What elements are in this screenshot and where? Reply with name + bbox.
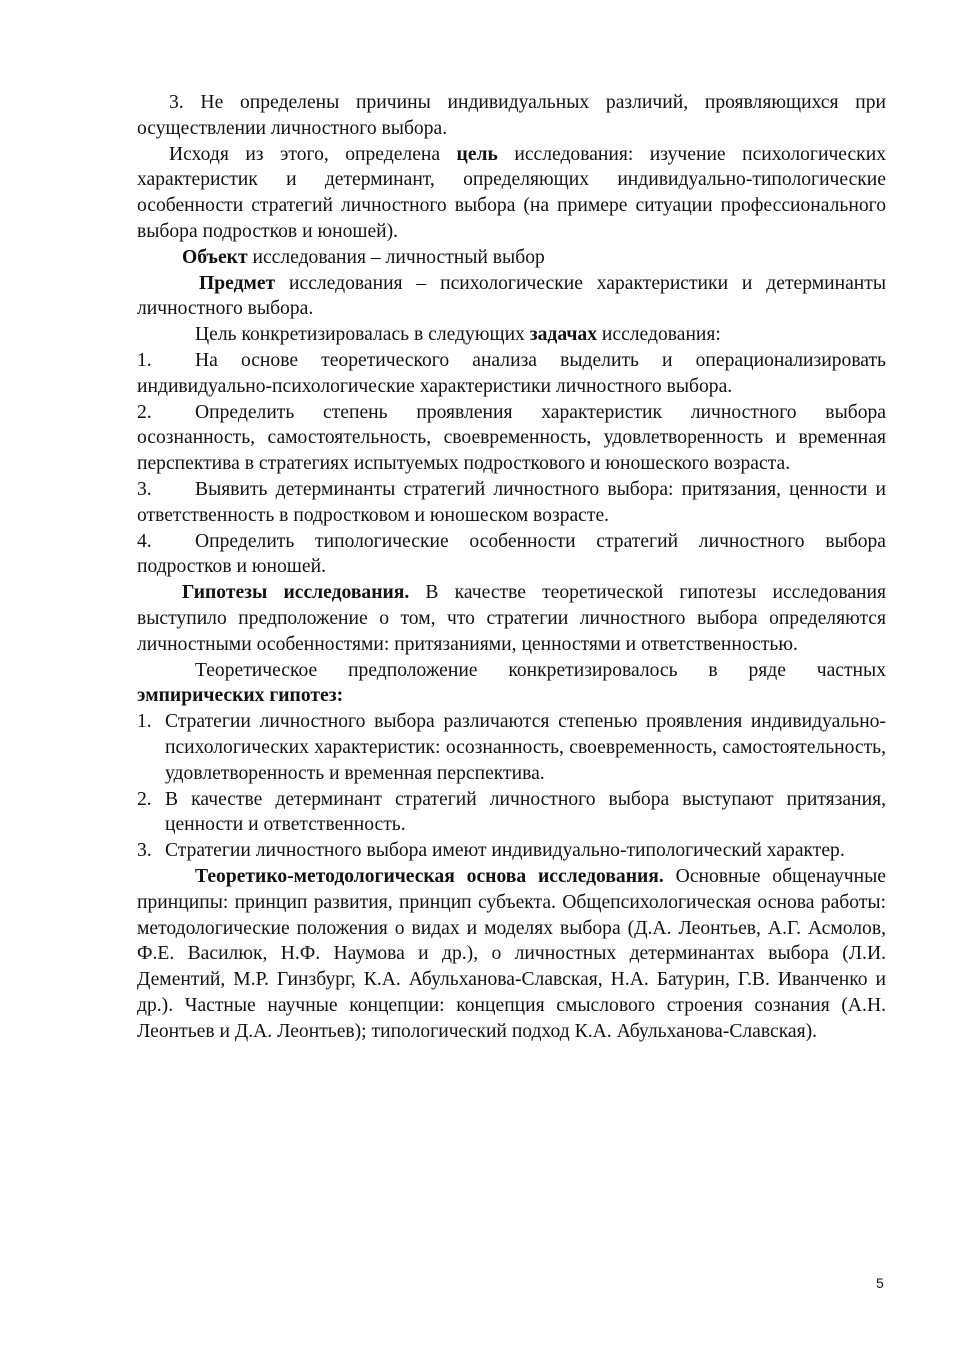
list-item-text: В качестве детерминант стратегий личностного выбора выступают притязания, ценности и ответственность. <box>165 788 886 836</box>
basis-keyword: Теоретико-методологическая основа исследования. <box>195 865 664 887</box>
subject-keyword: Предмет <box>199 272 276 294</box>
page-body <box>137 90 886 1044</box>
empirical-hypotheses-list <box>137 709 886 864</box>
list-item-number: 1. <box>137 711 152 733</box>
task-item <box>137 348 886 400</box>
goal-keyword: цель <box>456 143 498 165</box>
paragraph-unresolved-causes: 3. Не определены причины индивидуальных различий, проявляющихся при осуществлении личностного выбора. <box>137 92 886 139</box>
paragraph-empirical-intro: Теоретическое предположение конкретизировалось в ряде частных эмпирических гипотез: <box>137 659 886 707</box>
task-text: На основе теоретического анализа выделить и операционализировать индивидуально-психологические характеристики личностного выбора. <box>137 349 886 397</box>
list-item <box>137 787 886 839</box>
task-text: Определить типологические особенности стратегий личностного выбора подростков и юношей. <box>137 530 886 578</box>
hypotheses-keyword: Гипотезы исследования. <box>182 582 410 604</box>
task-text: Определить степень проявления характеристик личностного выбора осознанность, самостоятельность, своевременность, удовлетворенность и временная перспектива в стратегиях испытуемых подросткового и юношеского возраста. <box>137 401 886 475</box>
task-text: Выявить детерминанты стратегий личностного выбора: притязания, ценности и ответственность в подростковом и юношеском возрасте. <box>137 478 886 526</box>
list-item <box>137 709 886 786</box>
paragraph-research-goal: Исходя из этого, определена цель исследования: изучение психологических характеристик и детерминант, определяющих индивидуально-типологические особенности стратегий личностного выбора (на примере ситуации профессионального выбора подростков и юношей). <box>137 143 886 242</box>
task-number: 4. <box>137 530 152 552</box>
paragraph-research-subject: Предмет исследования – психологические характеристики и детерминанты личностного выбора. <box>137 272 886 320</box>
page-number: 5 <box>876 1275 884 1291</box>
tasks-keyword: задачах <box>529 324 597 346</box>
empirical-keyword: эмпирических гипотез: <box>137 685 344 707</box>
list-item-number: 2. <box>137 788 152 810</box>
paragraph-tasks-intro: Цель конкретизировалась в следующих задачах исследования: <box>195 324 721 346</box>
list-item-text: Стратегии личностного выбора имеют индивидуально-типологический характер. <box>165 840 845 862</box>
paragraph-research-object: Объект исследования – личностный выбор <box>182 246 545 268</box>
task-item <box>137 529 886 581</box>
object-keyword: Объект <box>182 246 248 268</box>
list-item <box>137 838 886 864</box>
task-number: 2. <box>137 401 152 423</box>
task-number: 1. <box>137 349 152 371</box>
task-number: 3. <box>137 478 152 500</box>
paragraph-methodological-basis: Теоретико-методологическая основа исследования. Основные общенаучные принципы: принцип развития, принцип субъекта. Общепсихологическая основа работы: методологические положения о видах и моделях выбора (Д.А. Леонтьев, А.Г. Асмолов, Ф.Е. Василюк, Н.Ф. Наумова и др.), о личностных детерминантах выбора (Л.И. Дементий, М.Р. Гинзбург, К.А. Абульханова-Славская, Н.А. Батурин, Г.В. Иванченко и др.). Частные научные концепции: концепция смыслового строения сознания (А.Н. Леонтьев и Д.А. Леонтьев); типологический подход К.А. Абульханова-Славская). <box>137 865 887 1042</box>
paragraph-hypotheses: Гипотезы исследования. В качестве теоретической гипотезы исследования выступило предположение о том, что стратегии личностного выбора определяются личностными особенностями: притязаниями, ценностями и ответственностью. <box>137 582 886 655</box>
list-item-text: Стратегии личностного выбора различаются степенью проявления индивидуально-психологических характеристик: осознанность, своевременность, самостоятельность, удовлетворенность и временная перспектива. <box>165 711 886 784</box>
task-item <box>137 477 886 529</box>
task-item <box>137 400 886 477</box>
list-item-number: 3. <box>137 840 152 862</box>
